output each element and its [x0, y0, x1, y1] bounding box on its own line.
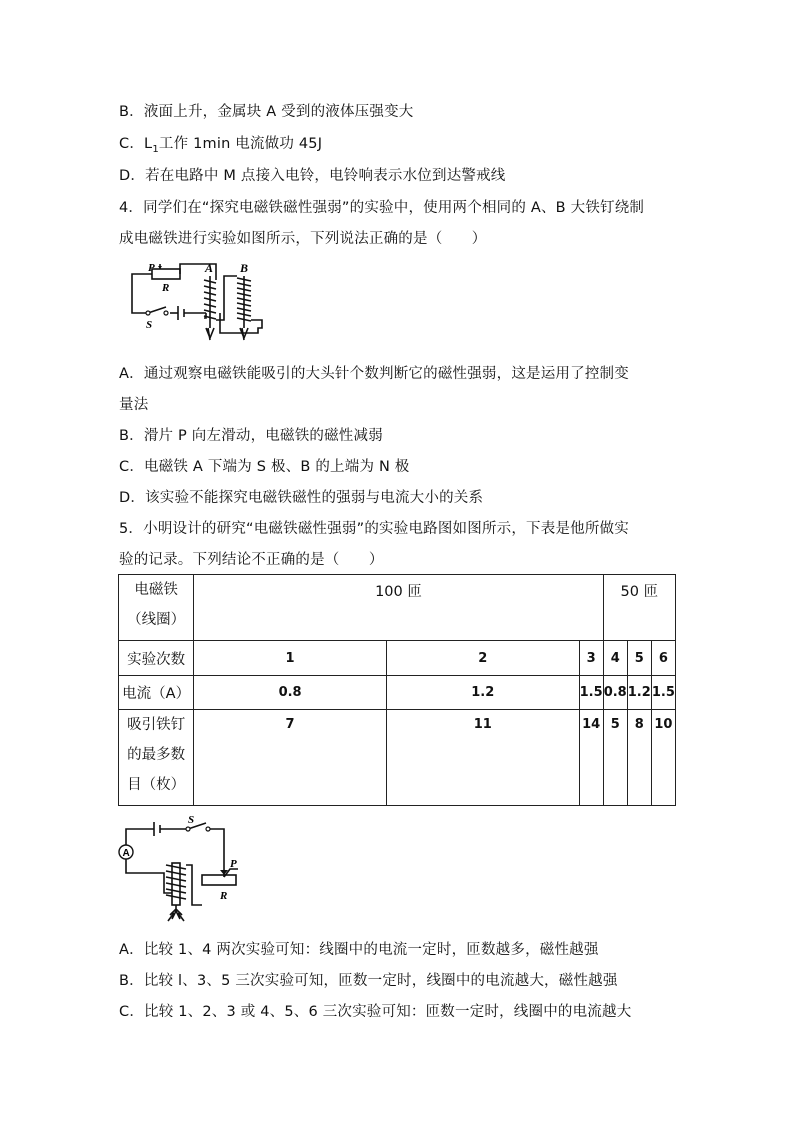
cell-nails-3: 14 — [579, 710, 603, 806]
option-c-subscript: 1 — [152, 143, 159, 155]
q4-label-p: P — [148, 262, 155, 274]
cell-nails-5: 8 — [627, 710, 651, 806]
cell-trial-6: 6 — [651, 641, 675, 676]
q4-label-s: S — [146, 319, 153, 331]
table-row-coil — [119, 575, 676, 641]
cell-nails-1: 7 — [194, 710, 387, 806]
q5-option-b: B．比较 l、3、5 三次实验可知，匝数一定时，线圈中的电流越大，磁性越强 — [119, 973, 618, 989]
q4-stem-line2: 成电磁铁进行实验如图所示，下列说法正确的是（ ） — [119, 231, 487, 247]
cell-turns-50 — [603, 575, 675, 641]
cell-current-2: 1.2 — [386, 676, 579, 710]
nails-label-line1: 吸引铁钉 — [127, 717, 186, 733]
table-row-trial — [119, 641, 676, 676]
option-c-prefix: C．L — [119, 136, 153, 152]
option-d-prev: D．若在电路中 M 点接入电铃，电铃响表示水位到达警戒线 — [119, 168, 506, 184]
q4-label-b: B — [240, 261, 249, 275]
q5-label-s: S — [188, 814, 195, 826]
nails-label-line3: 目（枚） — [127, 777, 186, 793]
cell-nails-6: 10 — [651, 710, 675, 806]
q4-option-a-line2: 量法 — [119, 397, 149, 413]
option-c-suffix: 工作 1min 电流做功 45J — [158, 136, 323, 152]
option-c-prev — [119, 132, 322, 155]
q4-option-c: C．电磁铁 A 下端为 S 极、B 的上端为 N 极 — [119, 459, 410, 475]
q5-stem-line2: 验的记录。下列结论不正确的是（ ） — [119, 552, 384, 568]
q5-stem-line1: 5．小明设计的研究“电磁铁磁性强弱”的实验电路图如图所示，下表是他所做实 — [119, 521, 629, 537]
table-row-current — [119, 676, 676, 710]
q4-label-r: R — [162, 282, 170, 294]
q5-label-r: R — [220, 890, 228, 902]
q4-option-d: D．该实验不能探究电磁铁磁性的强弱与电流大小的关系 — [119, 490, 484, 506]
cell-nails-label — [119, 710, 194, 806]
cell-coil-label — [119, 575, 194, 641]
cell-current-4: 0.8 — [603, 676, 627, 710]
coil-label-line1: 电磁铁 — [134, 582, 178, 598]
cell-trial-3: 3 — [579, 641, 603, 676]
q5-option-a: A．比较 1、4 两次实验可知：线圈中的电流一定时，匝数越多，磁性越强 — [119, 942, 599, 958]
cell-trial-label: 实验次数 — [119, 641, 194, 676]
q4-circuit-figure — [124, 258, 269, 343]
cell-trial-1: 1 — [194, 641, 387, 676]
cell-current-1: 0.8 — [194, 676, 387, 710]
cell-current-6: 1.5 — [651, 676, 675, 710]
q4-stem-line1: 4．同学们在“探究电磁铁磁性强弱”的实验中，使用两个相同的 A、B 大铁钉绕制 — [119, 200, 645, 216]
coil-label-line2: （线圈） — [127, 612, 186, 628]
cell-current-label: 电流（A） — [119, 676, 194, 710]
option-b-prev: B．液面上升，金属块 A 受到的液体压强变大 — [119, 104, 414, 120]
q5-option-c: C．比较 1、2、3 或 4、5、6 三次实验可知：匝数一定时，线圈中的电流越大 — [119, 1004, 632, 1020]
q4-option-b: B．滑片 P 向左滑动，电磁铁的磁性减弱 — [119, 428, 383, 444]
cell-nails-4: 5 — [603, 710, 627, 806]
cell-trial-5: 5 — [627, 641, 651, 676]
q4-option-a-line1: A．通过观察电磁铁能吸引的大头针个数判断它的磁性强弱，这是运用了控制变 — [119, 366, 629, 382]
cell-trial-2: 2 — [386, 641, 579, 676]
cell-current-5: 1.2 — [627, 676, 651, 710]
q5-label-a: A — [122, 848, 130, 859]
cell-trial-4: 4 — [603, 641, 627, 676]
nails-label-line2: 的最多数 — [127, 747, 186, 763]
q4-label-a: A — [205, 261, 214, 275]
cell-current-3: 1.5 — [579, 676, 603, 710]
q5-label-p: P — [230, 858, 237, 870]
table-row-nails — [119, 710, 676, 806]
turns-50-text: 50 匝 — [620, 584, 659, 600]
q5-circuit-figure — [116, 813, 246, 925]
cell-nails-2: 11 — [386, 710, 579, 806]
q5-data-table — [118, 574, 676, 806]
turns-100-text: 100 匝 — [375, 584, 422, 600]
cell-turns-100 — [194, 575, 603, 641]
